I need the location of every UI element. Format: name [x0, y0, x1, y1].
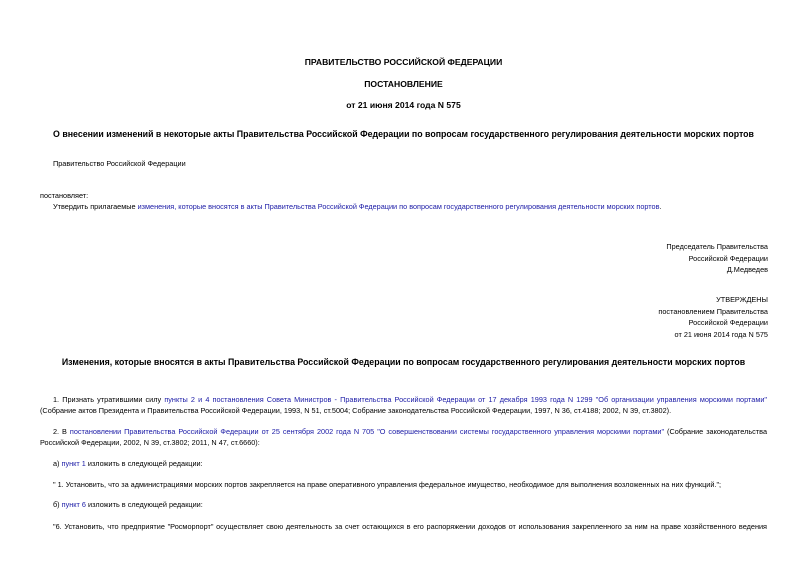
signature-line-1: Председатель Правительства	[666, 242, 768, 251]
paragraph-1-link[interactable]: пункты 2 и 4 постановления Совета Министров - Правительства Российской Федерации от 17 декабря 1993 года N 1299 "Об организации управления морскими портами"	[164, 395, 768, 404]
subitem-b-text-b: изложить в следующей редакции:	[85, 500, 203, 509]
signature-line-3: Д.Медведев	[726, 265, 768, 275]
paragraph-2-link[interactable]: постановлении Правительства Российской Федерации от 25 сентября 2002 года N 705 "О совершенствовании системы государственного управления морскими портами"	[69, 427, 665, 436]
subitem-b	[53, 500, 203, 511]
subitem-b-link[interactable]: пункт 6	[61, 500, 86, 509]
subitem-a-text-b: изложить в следующей редакции:	[85, 459, 203, 468]
paragraph-2-text-b: (Собрание законодательства Российской Федерации, 2002, N 39, ст.3802; 2011, N 47, ст.6660):	[40, 427, 767, 448]
issuer-text: Правительство Российской Федерации	[53, 159, 186, 168]
decrees-text: постановляет:	[40, 191, 89, 200]
paragraph-1-text-a: 1. Признать утратившими силу	[53, 395, 165, 404]
approval-block	[658, 294, 768, 340]
approval-line-3: Российской Федерации	[688, 318, 768, 328]
approve-text-after: .	[659, 202, 662, 211]
paragraph-2-text-a: 2. В	[53, 427, 70, 436]
subitem-a-text-a: а)	[53, 459, 62, 468]
approve-link[interactable]: изменения, которые вносятся в акты Правительства Российской Федерации по вопросам государственного регулирования деятельности морских портов	[137, 202, 660, 211]
signature-line-2: Российской Федерации	[688, 253, 768, 263]
subitem-a-quote: " 1. Установить, что за администрациями морских портов закрепляется на праве оперативного управления федеральное имущество, необходимое для выполнения возложенных на них функций.";	[53, 480, 722, 489]
document-title: О внесении изменений в некоторые акты Правительства Российской Федерации по вопросам государственного регулирования деятельности морских портов	[53, 129, 754, 139]
signature-block	[666, 241, 768, 276]
paragraph-2	[40, 426, 767, 448]
changes-title: Изменения, которые вносятся в акты Правительства Российской Федерации по вопросам государственного регулирования деятельности морских портов	[61, 357, 746, 367]
paragraph-6-quote: "6. Установить, что предприятие "Росморпорт" осуществляет свою деятельность за счет остающихся в его распоряжении доходов от использования закрепленного за ним на праве хозяйственного ведения	[53, 522, 767, 531]
approval-line-4: от 21 июня 2014 года N 575	[674, 329, 768, 339]
paragraph-1	[40, 394, 767, 416]
approve-text-before: Утвердить прилагаемые	[53, 202, 138, 211]
approval-line-1: УТВЕРЖДЕНЫ	[716, 295, 768, 304]
org-heading: ПРАВИТЕЛЬСТВО РОССИЙСКОЙ ФЕДЕРАЦИИ	[304, 57, 503, 67]
subitem-b-text-a: б)	[53, 500, 62, 509]
subitem-a-link[interactable]: пункт 1	[61, 459, 86, 468]
doc-date-number: от 21 июня 2014 года N 575	[346, 100, 461, 110]
approval-line-2: постановлением Правительства	[658, 306, 768, 316]
paragraph-1-text-b: (Собрание актов Президента и Правительства Российской Федерации, 1993, N 51, ст.5004; Собрание законодательства Российской Федерации, 1997, N 36, ст.4188; 2002, N 39, ст.3802).	[40, 406, 672, 416]
approve-paragraph	[53, 202, 662, 213]
subitem-a	[53, 459, 203, 470]
doc-type-heading: ПОСТАНОВЛЕНИЕ	[364, 79, 443, 89]
